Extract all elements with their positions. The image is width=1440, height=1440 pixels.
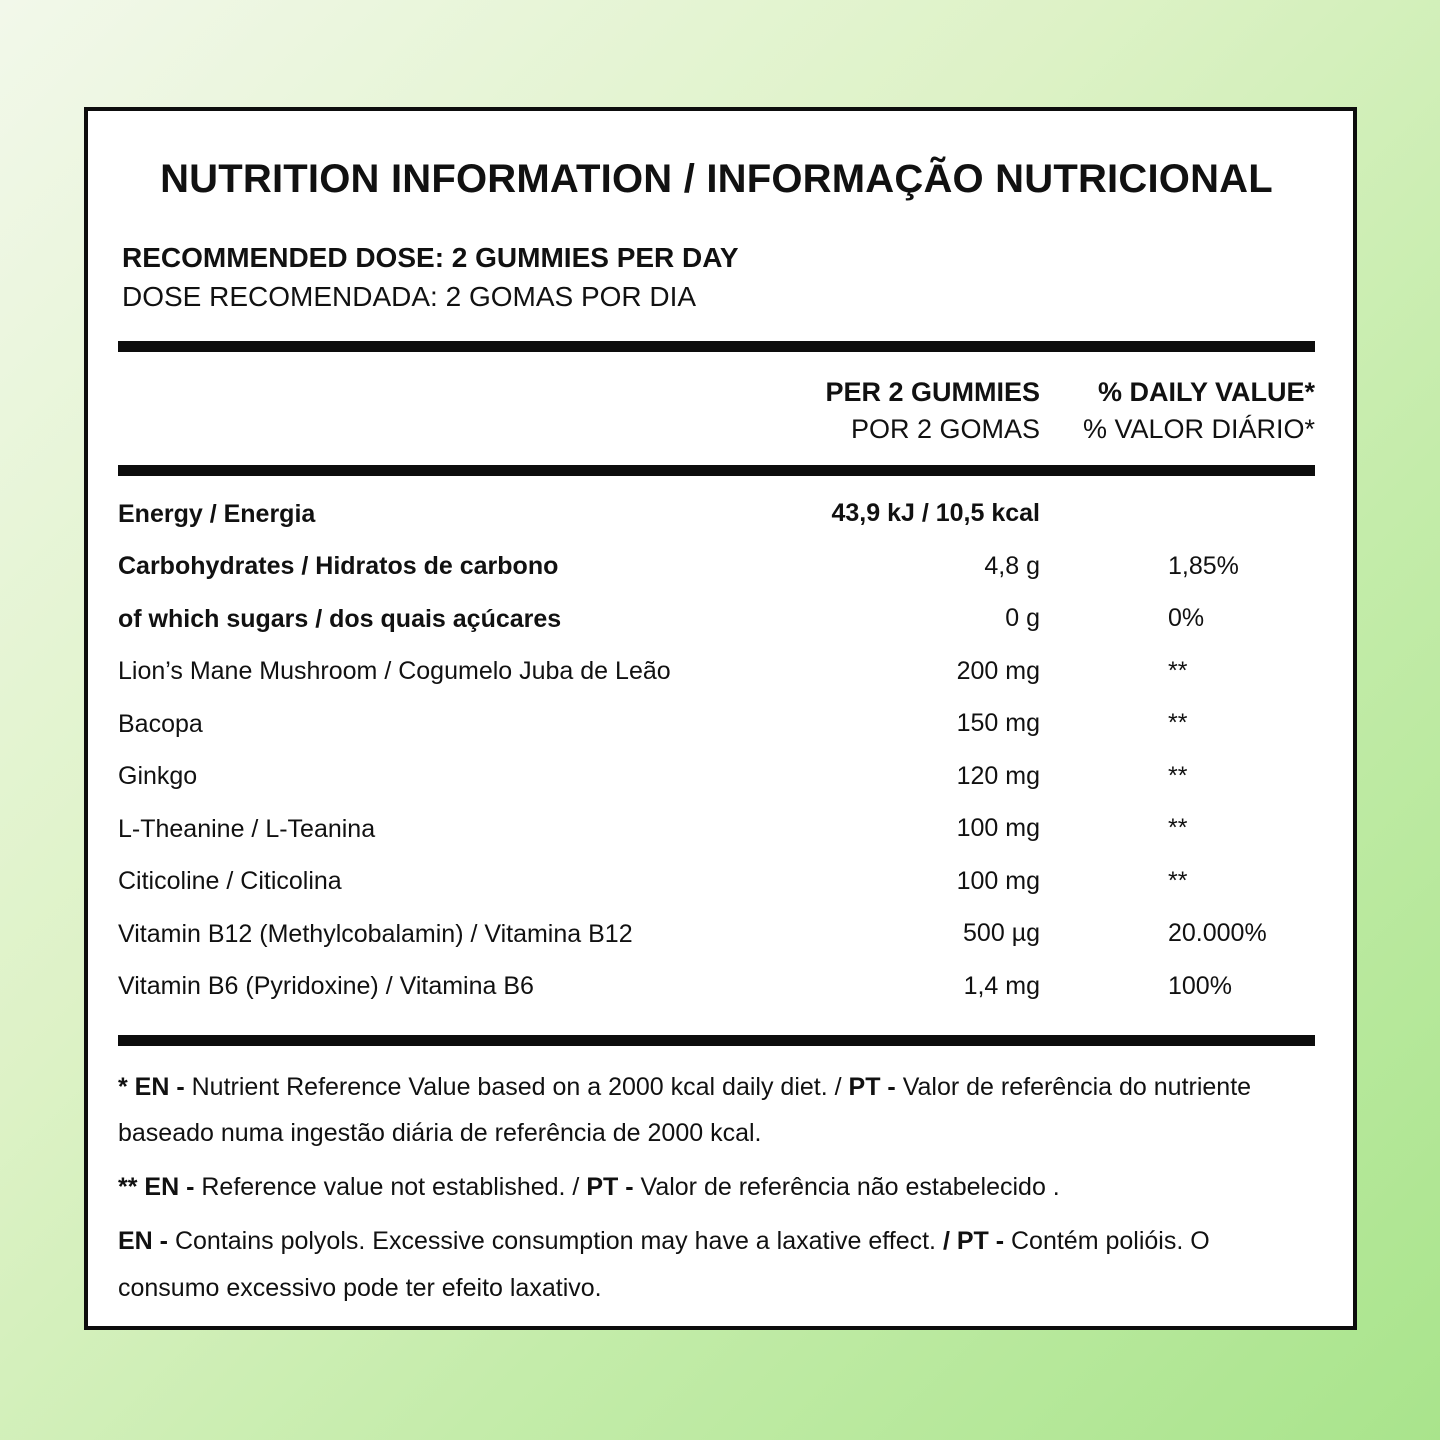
row-daily-value: ** — [1168, 709, 1188, 738]
table-row — [118, 960, 1315, 1013]
table-row — [118, 855, 1315, 908]
row-daily-value: 100% — [1168, 971, 1232, 1000]
row-daily-value: ** — [1168, 814, 1188, 843]
table-row — [118, 593, 1315, 646]
row-label: Citicoline / Citicolina — [118, 867, 342, 896]
row-daily-value: 0% — [1168, 604, 1205, 633]
row-amount: 4,8 g — [984, 551, 1040, 580]
row-label: Lion’s Mane Mushroom / Cogumelo Juba de Leão — [118, 657, 671, 686]
table-header — [118, 376, 1315, 447]
recommended-dose-en: RECOMMENDED DOSE: 2 GUMMIES PER DAY — [122, 242, 739, 273]
table-row — [118, 645, 1315, 698]
footnotes — [118, 1064, 1315, 1311]
divider-header — [118, 465, 1315, 476]
column-header-daily-value — [1040, 376, 1315, 447]
footnote: ** EN - Reference value not established. / PT - Valor de referência não estabelecido . — [118, 1173, 1060, 1202]
row-amount: 0 g — [1005, 604, 1040, 633]
row-daily-value: ** — [1168, 656, 1188, 685]
table-row — [118, 750, 1315, 803]
row-label: Energy / Energia — [118, 499, 316, 528]
row-label: Vitamin B6 (Pyridoxine) / Vitamina B6 — [118, 972, 534, 1001]
row-daily-value: ** — [1168, 866, 1188, 895]
row-label: Ginkgo — [118, 762, 198, 791]
row-label: of which sugars / dos quais açúcares — [118, 604, 562, 633]
page-title: NUTRITION INFORMATION / INFORMAÇÃO NUTRICIONAL — [160, 157, 1273, 201]
recommended-dose-pt: DOSE RECOMENDADA: 2 GOMAS POR DIA — [122, 280, 697, 312]
row-amount: 43,9 kJ / 10,5 kcal — [831, 499, 1040, 528]
table-row — [118, 540, 1315, 593]
row-amount: 100 mg — [956, 866, 1040, 895]
table-row — [118, 488, 1315, 541]
row-amount: 150 mg — [956, 709, 1040, 738]
row-amount: 120 mg — [956, 761, 1040, 790]
row-amount: 1,4 mg — [963, 971, 1040, 1000]
row-label: Carbohydrates / Hidratos de carbono — [118, 552, 559, 581]
footnote: EN - Contains polyols. Excessive consumption may have a laxative effect. / PT - Contém polióis. O consumo excessivo pode ter efeito laxativo. — [118, 1227, 1210, 1302]
table-row — [118, 803, 1315, 856]
row-daily-value: 1,85% — [1168, 551, 1239, 580]
nutrition-table — [118, 488, 1315, 1013]
column-header-amount-en: PER 2 GUMMIES — [825, 377, 1040, 408]
column-header-amount — [790, 376, 1040, 447]
nutrition-panel — [84, 107, 1357, 1330]
header-spacer — [118, 376, 790, 447]
table-row — [118, 908, 1315, 961]
column-header-amount-pt: POR 2 GOMAS — [850, 413, 1040, 444]
footnote: * EN - Nutrient Reference Value based on a 2000 kcal daily diet. / PT - Valor de referência do nutriente baseado numa ingestão diária de referência de 2000 kcal. — [118, 1072, 1252, 1147]
divider-top — [118, 341, 1315, 352]
divider-bottom — [118, 1035, 1315, 1046]
row-label: Vitamin B12 (Methylcobalamin) / Vitamina B12 — [118, 919, 633, 948]
row-label: L-Theanine / L-Teanina — [118, 814, 376, 843]
row-amount: 100 mg — [956, 814, 1040, 843]
row-label: Bacopa — [118, 709, 203, 738]
column-header-daily-value-en: % DAILY VALUE* — [1097, 377, 1315, 408]
column-header-daily-value-pt: % VALOR DIÁRIO* — [1082, 413, 1315, 444]
row-daily-value: ** — [1168, 761, 1188, 790]
table-row — [118, 698, 1315, 751]
row-amount: 500 µg — [963, 919, 1040, 948]
row-amount: 200 mg — [956, 656, 1040, 685]
recommended-dose — [122, 241, 1315, 313]
row-daily-value: 20.000% — [1168, 919, 1267, 948]
